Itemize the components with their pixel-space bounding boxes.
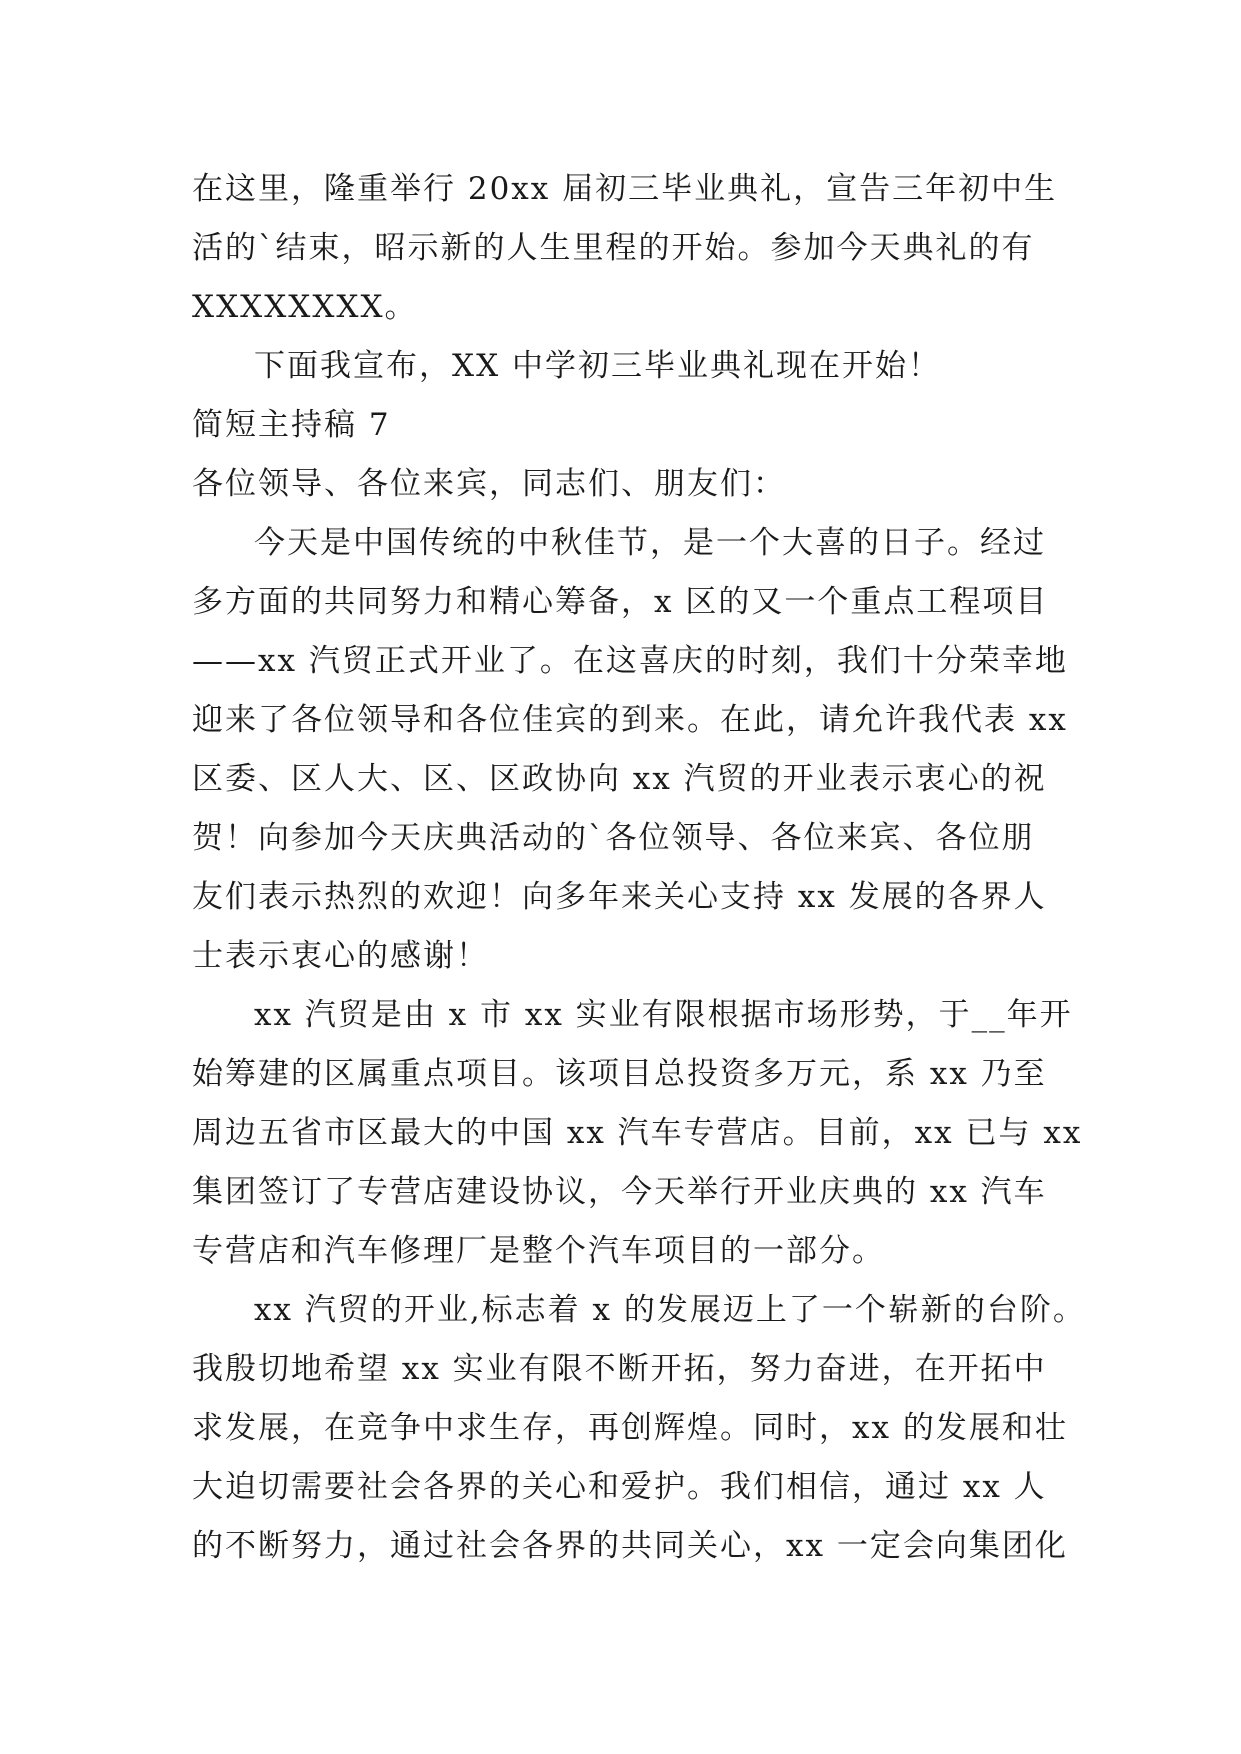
text-line-12: 贺！向参加今天庆典活动的`各位领导、各位来宾、各位朋 [192, 820, 1035, 856]
text-line-22: 求发展，在竞争中求生存，再创辉煌。同时，xx 的发展和壮 [192, 1410, 1068, 1446]
text-line-23: 大迫切需要社会各界的关心和爱护。我们相信，通过 xx 人 [192, 1469, 1047, 1505]
text-line-24: 的不断努力，通过社会各界的共同关心，xx 一定会向集团化 [192, 1528, 1068, 1564]
text-line-4: 下面我宣布，XX 中学初三毕业典礼现在开始！ [254, 348, 941, 384]
document-body [192, 160, 1086, 1576]
section-heading: 简短主持稿 7 [192, 407, 391, 443]
text-line-2: 活的`结束，昭示新的人生里程的开始。参加今天典礼的有 [192, 230, 1035, 266]
text-line-19: 专营店和汽车修理厂是整个汽车项目的一部分。 [192, 1233, 885, 1269]
text-line-21: 我殷切地希望 xx 实业有限不断开拓，努力奋进，在开拓中 [192, 1351, 1047, 1387]
text-line-20: xx 汽贸的开业,标志着 x 的发展迈上了一个崭新的台阶。 [254, 1292, 1086, 1328]
text-line-8: 多方面的共同努力和精心筹备，x 区的又一个重点工程项目 [192, 584, 1049, 620]
text-line-7: 今天是中国传统的中秋佳节，是一个大喜的日子。经过 [254, 525, 1046, 561]
salutation-line: 各位领导、各位来宾，同志们、朋友们： [192, 466, 786, 502]
text-line-13: 友们表示热烈的欢迎！向多年来关心支持 xx 发展的各界人 [192, 879, 1047, 915]
text-line-16: 始筹建的区属重点项目。该项目总投资多万元，系 xx 乃至 [192, 1056, 1047, 1092]
text-line-17: 周边五省市区最大的中国 xx 汽车专营店。目前，xx 已与 xx [192, 1115, 1083, 1151]
text-line-15: xx 汽贸是由 x 市 xx 实业有限根据市场形势，于__年开 [254, 997, 1073, 1033]
text-line-3: XXXXXXXX。 [192, 289, 418, 325]
text-line-11: 区委、区人大、区、区政协向 xx 汽贸的开业表示衷心的祝 [192, 761, 1047, 797]
text-line-14: 士表示衷心的感谢！ [192, 938, 489, 974]
text-line-1: 在这里，隆重举行 20xx 届初三毕业典礼，宣告三年初中生 [192, 171, 1058, 207]
text-line-18: 集团签订了专营店建设协议，今天举行开业庆典的 xx 汽车 [192, 1174, 1047, 1210]
text-line-9: ——xx 汽贸正式开业了。在这喜庆的时刻，我们十分荣幸地 [192, 643, 1068, 679]
text-line-10: 迎来了各位领导和各位佳宾的到来。在此，请允许我代表 xx [192, 702, 1068, 738]
